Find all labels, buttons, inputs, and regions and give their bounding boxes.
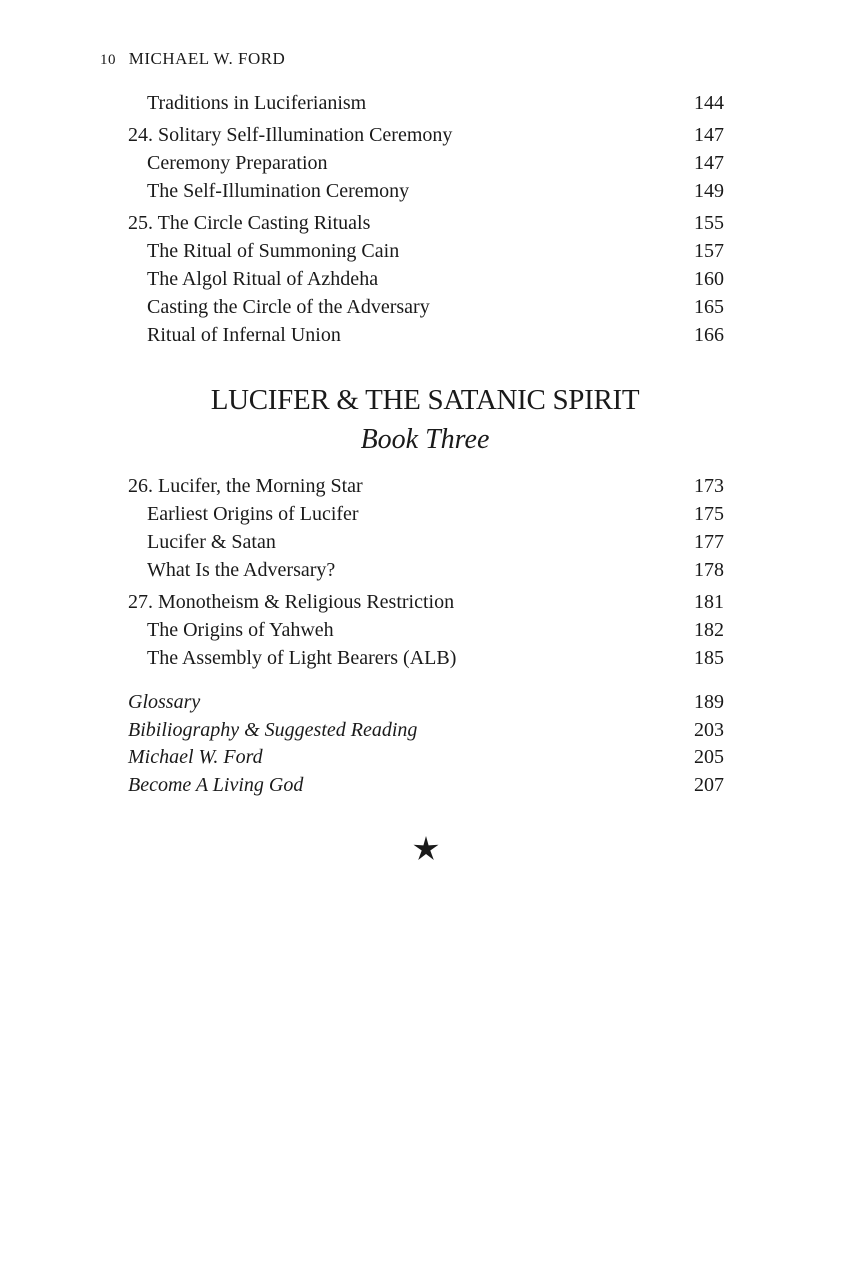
toc-entry-title: 25. The Circle Casting Rituals: [128, 212, 371, 234]
toc-entry-title: The Origins of Yahweh: [147, 619, 334, 641]
toc-entry-title: Glossary: [128, 691, 201, 713]
toc-chapter-entry: [128, 121, 724, 149]
table-of-contents-part-2: [128, 472, 724, 672]
toc-entry-title: Ceremony Preparation: [147, 152, 328, 174]
back-matter-entry: [128, 772, 724, 800]
toc-entry-title: Bibiliography & Suggested Reading: [128, 718, 418, 741]
toc-entry-page: 205: [694, 746, 724, 768]
toc-entry: [128, 265, 724, 293]
toc-entry-page: 203: [694, 718, 724, 741]
back-matter-entry: [128, 717, 724, 745]
toc-entry-page: 160: [694, 268, 724, 290]
toc-entry-page: 144: [694, 92, 724, 114]
toc-entry-page: 177: [694, 531, 724, 553]
toc-entry: [128, 293, 724, 321]
toc-entry-page: 207: [694, 773, 724, 796]
toc-entry-title: Casting the Circle of the Adversary: [147, 296, 430, 318]
toc-entry-page: 178: [694, 559, 724, 581]
section-subtitle: Book Three: [360, 424, 490, 455]
toc-entry-page: 157: [694, 240, 724, 262]
toc-entry-title: Become A Living God: [128, 773, 304, 796]
toc-entry-title: 24. Solitary Self-Illumination Ceremony: [128, 124, 453, 146]
toc-entry-page: 165: [694, 296, 724, 318]
toc-entry-title: 27. Monotheism & Religious Restriction: [128, 591, 455, 613]
toc-entry: [128, 616, 724, 644]
toc-entry-title: Traditions in Luciferianism: [147, 92, 367, 114]
toc-entry: [128, 177, 724, 205]
toc-entry-page: 149: [694, 180, 724, 202]
toc-entry-page: 181: [694, 591, 724, 613]
toc-entry: [128, 556, 724, 584]
toc-entry-page: 185: [694, 647, 724, 669]
toc-entry-title: 26. Lucifer, the Morning Star: [128, 475, 363, 497]
toc-entry-page: 147: [694, 152, 724, 174]
toc-entry-page: 155: [694, 212, 724, 234]
toc-entry-page: 175: [694, 503, 724, 525]
back-matter-list: [128, 689, 724, 799]
toc-entry-page: 173: [694, 475, 724, 497]
toc-entry-page: 182: [694, 619, 724, 641]
back-matter-entry: [128, 689, 724, 717]
toc-entry-title: Michael W. Ford: [128, 746, 263, 768]
toc-chapter-entry: [128, 209, 724, 237]
page-number: 10: [100, 52, 116, 68]
toc-chapter-entry: [128, 472, 724, 500]
toc-entry: [128, 149, 724, 177]
toc-chapter-entry: [128, 588, 724, 616]
toc-entry-title: The Self-Illumination Ceremony: [147, 180, 410, 202]
toc-entry: [128, 321, 724, 349]
toc-entry: [128, 89, 724, 117]
toc-entry: [128, 644, 724, 672]
toc-entry-title: Ritual of Infernal Union: [147, 324, 341, 346]
star-icon: [412, 834, 440, 862]
toc-entry-page: 147: [694, 124, 724, 146]
toc-entry-title: Earliest Origins of Lucifer: [147, 503, 359, 525]
toc-entry-page: 166: [694, 324, 724, 346]
toc-entry: [128, 237, 724, 265]
toc-entry: [128, 528, 724, 556]
toc-entry-title: What Is the Adversary?: [147, 559, 336, 581]
section-title: LUCIFER & THE SATANIC SPIRIT: [210, 384, 640, 416]
toc-entry-title: The Algol Ritual of Azhdeha: [147, 268, 379, 290]
running-head: [100, 48, 285, 71]
table-of-contents-part-1: [128, 89, 724, 349]
toc-entry-title: The Ritual of Summoning Cain: [147, 240, 400, 262]
toc-entry-title: Lucifer & Satan: [147, 531, 276, 553]
toc-entry-title: The Assembly of Light Bearers (ALB): [147, 647, 457, 669]
toc-entry-page: 189: [694, 691, 724, 713]
running-head-author: MICHAEL W. FORD: [128, 49, 286, 68]
back-matter-entry: [128, 744, 724, 772]
toc-entry: [128, 500, 724, 528]
